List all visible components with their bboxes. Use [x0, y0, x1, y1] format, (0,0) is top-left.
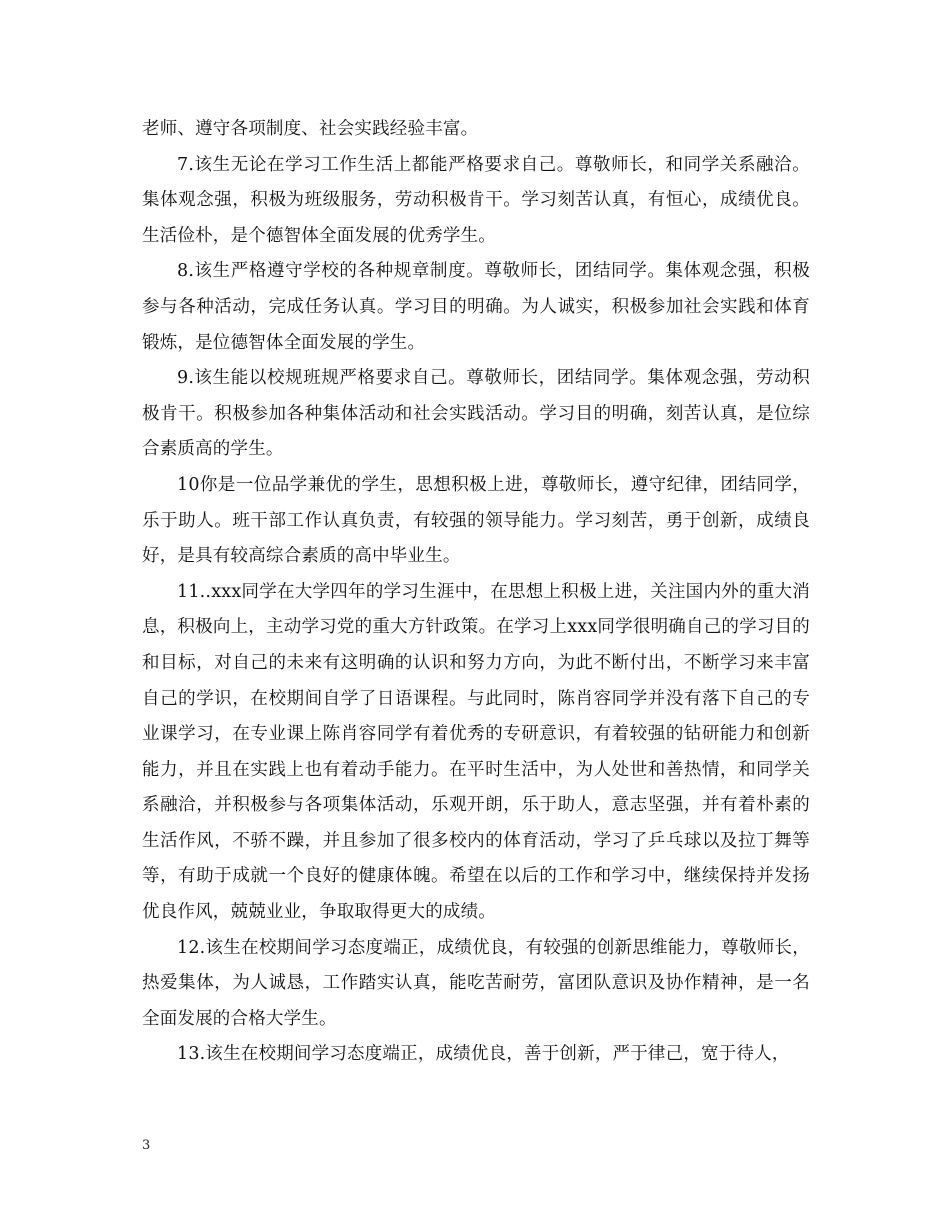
- paragraph-8: 8.该生严格遵守学校的各种规章制度。尊敬师长，团结同学。集体观念强，积极参与各种活动，完成任务认真。学习目的明确。为人诚实，积极参加社会实践和体育锻炼，是位德智体全面发展的学生。: [142, 261, 810, 353]
- paragraph-continuation: 老师、遵守各项制度、社会实践经验丰富。: [142, 119, 479, 139]
- paragraph-9: 9.该生能以校规班规严格要求自己。尊敬师长，团结同学。集体观念强，劳动积极肯干。积极参加各种集体活动和社会实践活动。学习目的明确，刻苦认真，是位综合素质高的学生。: [142, 368, 810, 460]
- page-number: 3: [142, 1138, 151, 1153]
- paragraph-10: 10你是一位品学兼优的学生，思想积极上进，尊敬师长，遵守纪律，团结同学，乐于助人。班干部工作认真负责，有较强的领导能力。学习刻苦，勇于创新，成绩良好，是具有较高综合素质的高中毕业生。: [142, 474, 810, 567]
- paragraph-13: 13.该生在校期间学习态度端正，成绩优良，善于创新，严于律己，宽于待人，: [177, 1044, 790, 1065]
- document-body: [142, 112, 810, 1073]
- paragraph-11: 11..xxx同学在大学四年的学习生涯中，在思想上积极上进，关注国内外的重大消息，积极向上，主动学习党的重大方针政策。在学习上xxx同学很明确自己的学习目的和目标，对自己的未来有这明确的认识和努力方向，为此不断付出，不断学习来丰富自己的学识，在校期间自学了日语课程。与此同时，陈肖容同学并没有落下自己的专业课学习，在专业课上陈肖容同学有着优秀的专研意识，有着较强的钻研能力和创新能力，并且在实践上也有着动手能力。在平时生活中，为人处世和善热情，和同学关系融洽，并积极参与各项集体活动，乐观开朗，乐于助人，意志坚强，并有着朴素的生活作风，不骄不躁，并且参加了很多校内的体育活动，学习了乒乓球以及拉丁舞等等，有助于成就一个良好的健康体魄。希望在以后的工作和学习中，继续保持并发扬优良作风，兢兢业业，争取取得更大的成绩。: [142, 581, 810, 923]
- paragraph-12: 12.该生在校期间学习态度端正，成绩优良，有较强的创新思维能力，尊敬师长，热爱集体，为人诚恳，工作踏实认真，能吃苦耐劳，富团队意识及协作精神，是一名全面发展的合格大学生。: [142, 937, 810, 1029]
- paragraph-7: 7.该生无论在学习工作生活上都能严格要求自己。尊敬师长，和同学关系融洽。集体观念强，积极为班级服务，劳动积极肯干。学习刻苦认真，有恒心，成绩优良。生活俭朴，是个德智体全面发展的优秀学生。: [142, 154, 810, 246]
